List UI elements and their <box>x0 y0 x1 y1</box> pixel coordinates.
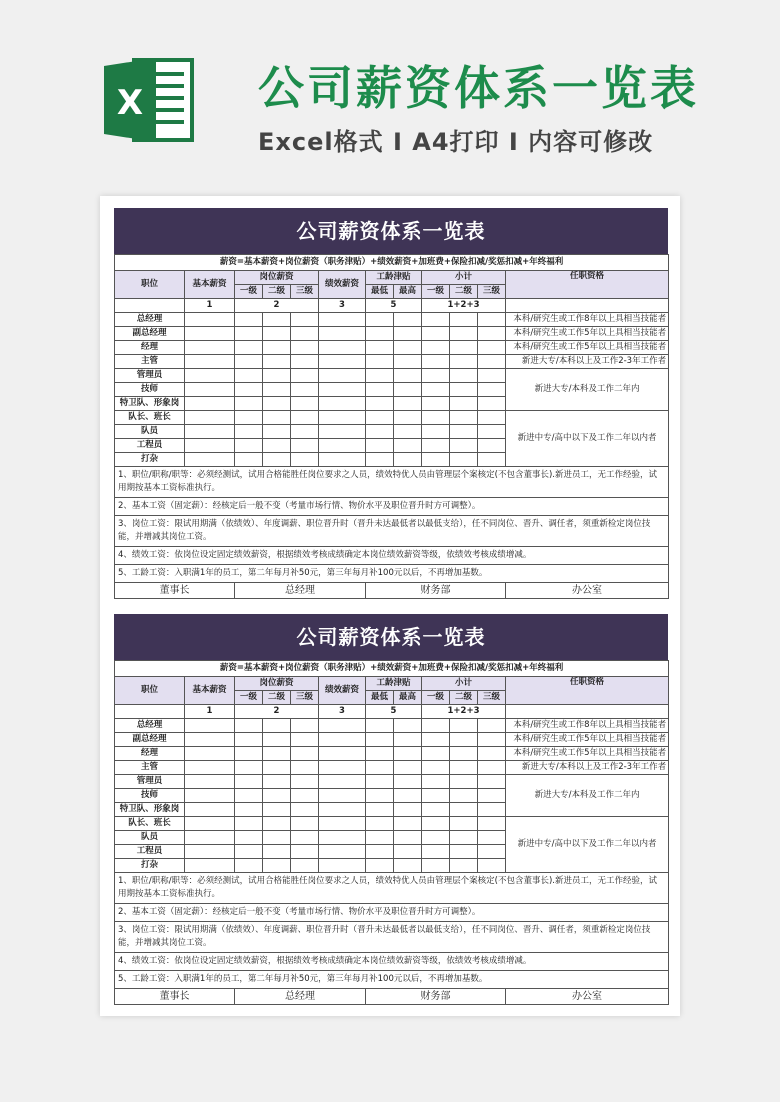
header-level1: 一级 <box>422 691 450 705</box>
position-label: 主管 <box>115 761 185 775</box>
position-label: 主管 <box>115 355 185 369</box>
signature-chairman: 董事长 <box>115 583 235 599</box>
number-cell: 1+2+3 <box>422 705 506 719</box>
position-label: 队长、班长 <box>115 817 185 831</box>
number-cell: 2 <box>235 299 319 313</box>
header-level1: 一级 <box>235 285 263 299</box>
header-min: 最低 <box>366 691 394 705</box>
header-level2: 二级 <box>450 691 478 705</box>
note-text: 1、职位/职称/职等：必须经测试，试用合格能胜任岗位要求之人员，绩效特优人员由管理层个案核定(不包含董事长).新进员工，无工作经验，试用期按基本工资标准执行。 <box>115 467 669 498</box>
position-label: 总经理 <box>115 719 185 733</box>
header-performance: 绩效薪资 <box>319 271 366 299</box>
salary-formula: 薪资=基本薪资+岗位薪资（职务津贴）+绩效薪资+加班费+保险扣减/奖惩扣减+年终福利 <box>115 255 669 271</box>
position-label: 打杂 <box>115 859 185 873</box>
position-label: 特卫队、形象岗 <box>115 803 185 817</box>
table-row <box>115 719 669 733</box>
excel-logo-letter: X <box>116 83 144 123</box>
header-level3: 三级 <box>291 691 319 705</box>
header-max: 最高 <box>394 285 422 299</box>
table-cell <box>506 705 669 719</box>
banner-subtitle: Excel格式 I A4打印 I 内容可修改 <box>258 128 654 156</box>
signature-finance: 财务部 <box>366 989 506 1005</box>
table-cell <box>115 299 185 313</box>
header-qualification: 任职资格 <box>506 271 669 299</box>
header-level2: 二级 <box>263 691 291 705</box>
position-label: 技师 <box>115 383 185 397</box>
position-label: 经理 <box>115 747 185 761</box>
signature-office: 办公室 <box>506 583 669 599</box>
table-row <box>115 355 669 369</box>
number-cell: 1+2+3 <box>422 299 506 313</box>
note-text: 4、绩效工资：依岗位设定固定绩效薪资，根据绩效考核成绩确定本岗位绩效薪资等级，依绩效考核成绩增减。 <box>115 953 669 971</box>
header-level3: 三级 <box>478 285 506 299</box>
header-level2: 二级 <box>450 285 478 299</box>
qualification-cell: 本科/研究生或工作5年以上具相当技能者 <box>506 733 669 747</box>
header-level1: 一级 <box>422 285 450 299</box>
header-post-salary: 岗位薪资 <box>235 271 319 285</box>
table-row <box>115 747 669 761</box>
position-label: 经理 <box>115 341 185 355</box>
qualification-cell: 新进中专/高中以下及工作二年以内者 <box>506 411 669 467</box>
header-level3: 三级 <box>291 285 319 299</box>
salary-table <box>114 660 669 1005</box>
table-row <box>115 341 669 355</box>
header-subtotal: 小计 <box>422 677 506 691</box>
header-seniority: 工龄津贴 <box>366 677 422 691</box>
qualification-cell: 本科/研究生或工作5年以上具相当技能者 <box>506 747 669 761</box>
qualification-cell: 新进大专/本科以上及工作2-3年工作者 <box>506 761 669 775</box>
header-level2: 二级 <box>263 285 291 299</box>
salary-formula: 薪资=基本薪资+岗位薪资（职务津贴）+绩效薪资+加班费+保险扣减/奖惩扣减+年终福利 <box>115 661 669 677</box>
qualification-cell: 本科/研究生或工作5年以上具相当技能者 <box>506 341 669 355</box>
position-label: 副总经理 <box>115 733 185 747</box>
header-seniority: 工龄津贴 <box>366 271 422 285</box>
header-position: 职位 <box>115 677 185 705</box>
signature-chairman: 董事长 <box>115 989 235 1005</box>
header-max: 最高 <box>394 691 422 705</box>
header-base-salary: 基本薪资 <box>185 271 235 299</box>
position-label: 管理员 <box>115 775 185 789</box>
signature-general-manager: 总经理 <box>235 583 366 599</box>
qualification-cell: 本科/研究生或工作5年以上具相当技能者 <box>506 327 669 341</box>
header-base-salary: 基本薪资 <box>185 677 235 705</box>
table-row <box>115 327 669 341</box>
qualification-cell: 新进大专/本科及工作二年内 <box>506 369 669 411</box>
qualification-cell: 新进大专/本科及工作二年内 <box>506 775 669 817</box>
number-cell: 5 <box>366 299 422 313</box>
table-row <box>115 761 669 775</box>
banner <box>0 0 780 190</box>
header-level1: 一级 <box>235 691 263 705</box>
table-row <box>115 369 669 383</box>
number-cell: 3 <box>319 299 366 313</box>
position-label: 队员 <box>115 831 185 845</box>
header-subtotal: 小计 <box>422 271 506 285</box>
number-cell: 3 <box>319 705 366 719</box>
header-position: 职位 <box>115 271 185 299</box>
table-cell <box>115 705 185 719</box>
qualification-cell: 新进中专/高中以下及工作二年以内者 <box>506 817 669 873</box>
position-label: 工程员 <box>115 439 185 453</box>
position-label: 队长、班长 <box>115 411 185 425</box>
note-text: 1、职位/职称/职等：必须经测试，试用合格能胜任岗位要求之人员，绩效特优人员由管理层个案核定(不包含董事长).新进员工，无工作经验，试用期按基本工资标准执行。 <box>115 873 669 904</box>
banner-title: 公司薪资体系一览表 <box>258 61 699 115</box>
position-label: 技师 <box>115 789 185 803</box>
paper-page <box>100 196 680 1016</box>
signature-finance: 财务部 <box>366 583 506 599</box>
qualification-cell: 本科/研究生或工作8年以上具相当技能者 <box>506 719 669 733</box>
header-qualification: 任职资格 <box>506 677 669 705</box>
note-text: 3、岗位工资：限试用期满（依绩效）、年度调薪、职位晋升时（晋升未达最低者以最低支给），任不同岗位、晋升、调任者，须重新检定岗位技能，并增减其岗位工资。 <box>115 516 669 547</box>
header-post-salary: 岗位薪资 <box>235 677 319 691</box>
number-cell: 1 <box>185 705 235 719</box>
note-text: 3、岗位工资：限试用期满（依绩效）、年度调薪、职位晋升时（晋升未达最低者以最低支给），任不同岗位、晋升、调任者，须重新检定岗位技能，并增减其岗位工资。 <box>115 922 669 953</box>
position-label: 副总经理 <box>115 327 185 341</box>
salary-sheet <box>114 208 668 599</box>
header-performance: 绩效薪资 <box>319 677 366 705</box>
signature-general-manager: 总经理 <box>235 989 366 1005</box>
table-row <box>115 817 669 831</box>
table-row <box>115 733 669 747</box>
qualification-cell: 新进大专/本科以上及工作2-3年工作者 <box>506 355 669 369</box>
position-label: 总经理 <box>115 313 185 327</box>
table-row <box>115 411 669 425</box>
note-text: 2、基本工资（固定薪）：经核定后一般不变（考量市场行情、物价水平及职位晋升时方可调整）。 <box>115 904 669 922</box>
position-label: 队员 <box>115 425 185 439</box>
table-row <box>115 775 669 789</box>
note-text: 5、工龄工资：入职满1年的员工，第二年每月补50元，第三年每月补100元以后，不再增加基数。 <box>115 565 669 583</box>
number-cell: 1 <box>185 299 235 313</box>
sheet-title: 公司薪资体系一览表 <box>114 208 668 254</box>
table-row <box>115 313 669 327</box>
header-level3: 三级 <box>478 691 506 705</box>
note-text: 5、工龄工资：入职满1年的员工，第二年每月补50元，第三年每月补100元以后，不再增加基数。 <box>115 971 669 989</box>
sheet-title: 公司薪资体系一览表 <box>114 614 668 660</box>
number-cell: 2 <box>235 705 319 719</box>
signature-office: 办公室 <box>506 989 669 1005</box>
position-label: 工程员 <box>115 845 185 859</box>
header-min: 最低 <box>366 285 394 299</box>
excel-icon <box>100 52 196 148</box>
position-label: 管理员 <box>115 369 185 383</box>
note-text: 4、绩效工资：依岗位设定固定绩效薪资，根据绩效考核成绩确定本岗位绩效薪资等级，依绩效考核成绩增减。 <box>115 547 669 565</box>
salary-table <box>114 254 669 599</box>
position-label: 特卫队、形象岗 <box>115 397 185 411</box>
table-cell <box>506 299 669 313</box>
qualification-cell: 本科/研究生或工作8年以上具相当技能者 <box>506 313 669 327</box>
note-text: 2、基本工资（固定薪）：经核定后一般不变（考量市场行情、物价水平及职位晋升时方可调整）。 <box>115 498 669 516</box>
position-label: 打杂 <box>115 453 185 467</box>
salary-sheet <box>114 614 668 1005</box>
number-cell: 5 <box>366 705 422 719</box>
